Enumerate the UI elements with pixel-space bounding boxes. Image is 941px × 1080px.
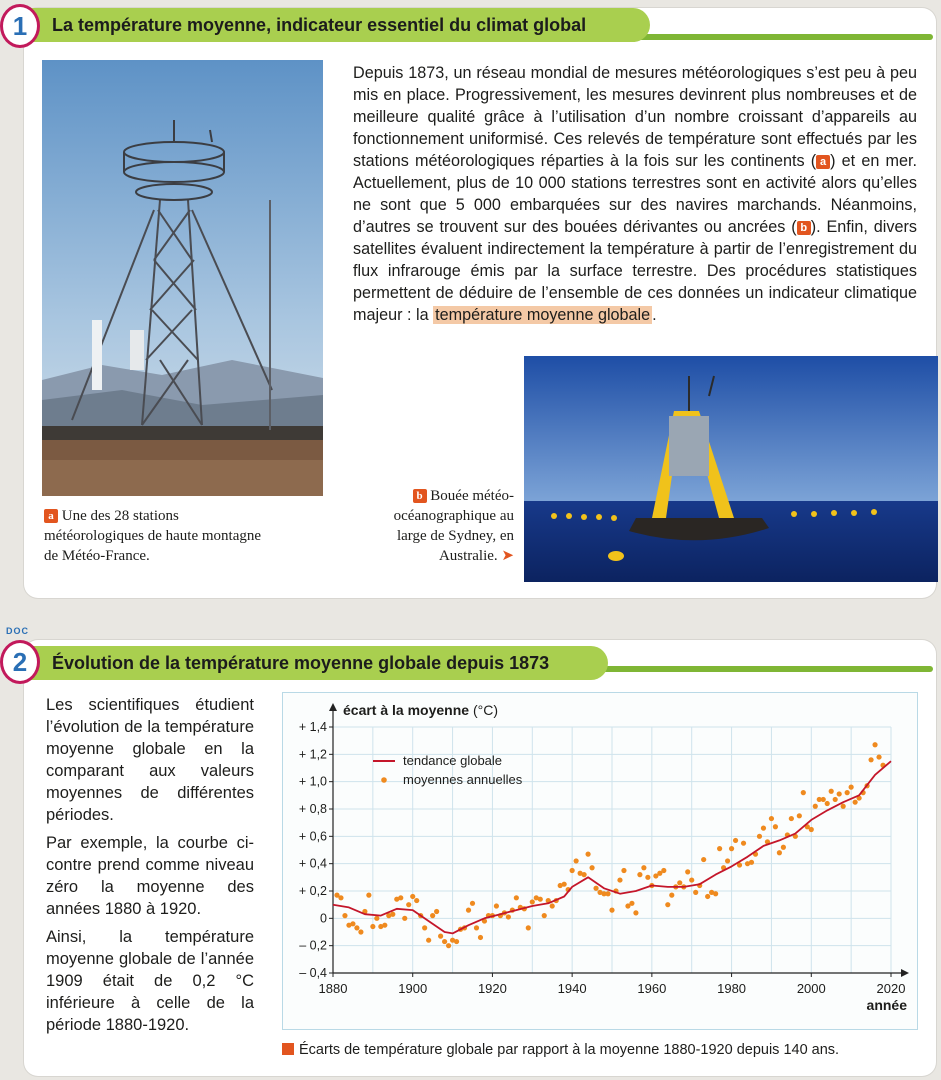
annual-mean-point — [494, 903, 499, 908]
x-tick-label: 1900 — [398, 981, 428, 996]
annual-mean-point — [609, 908, 614, 913]
annual-mean-point — [677, 880, 682, 885]
annual-mean-point — [789, 816, 794, 821]
annual-mean-point — [526, 925, 531, 930]
y-tick-label: + 1,4 — [298, 720, 327, 734]
annual-mean-point — [685, 869, 690, 874]
y-tick-label: + 0,4 — [298, 856, 327, 871]
figure-caption-text: Écarts de température globale par rapport à la moyenne 1880-1920 depuis 140 ans. — [299, 1042, 840, 1058]
annual-mean-point — [446, 943, 451, 948]
annual-mean-point — [769, 816, 774, 821]
doc1-number-badge — [0, 4, 40, 48]
x-tick-label: 2000 — [796, 981, 826, 996]
annual-mean-point — [474, 925, 479, 930]
y-tick-label: – 0,4 — [299, 966, 327, 980]
annual-mean-point — [506, 914, 511, 919]
annual-mean-point — [633, 910, 638, 915]
annual-mean-point — [562, 882, 567, 887]
annual-mean-point — [574, 858, 579, 863]
annual-mean-point — [538, 897, 543, 902]
annual-mean-point — [370, 924, 375, 929]
x-axis-label: année — [866, 997, 907, 1013]
annual-mean-point — [605, 891, 610, 896]
doc1-paragraph-part2: ) et en mer. Actuellement, plus de 10 000 stations terrestres sont en activité alors qu’elles ne sont que 5 000 embarquées sur des navires marchands. Néanmoins, d’autres se trouvent sur des bouées dérivantes ou ancrées ( — [353, 152, 917, 236]
annual-mean-point — [773, 824, 778, 829]
annual-mean-point — [797, 813, 802, 818]
caption-a — [44, 506, 274, 566]
buoy-photo — [524, 356, 938, 582]
legend-points-label: moyennes annuelles — [403, 772, 523, 787]
annual-mean-point — [833, 797, 838, 802]
annual-mean-point — [669, 893, 674, 898]
x-tick-label: 1920 — [477, 981, 507, 996]
annual-mean-point — [366, 893, 371, 898]
annual-mean-point — [868, 757, 873, 762]
annual-mean-point — [749, 860, 754, 865]
annual-mean-point — [665, 902, 670, 907]
doc2-paragraph-1: Les scientifiques étudient l’évolution de la température moyenne globale en la comparant aux valeurs moyennes de différentes périodes. — [46, 696, 254, 824]
y-tick-label: + 0,6 — [298, 829, 327, 844]
tag-a-inline: a — [816, 155, 830, 169]
annual-mean-point — [645, 875, 650, 880]
doc1-number: 1 — [12, 10, 28, 41]
annual-mean-point — [466, 908, 471, 913]
annual-mean-point — [374, 916, 379, 921]
x-tick-label: 1980 — [717, 981, 747, 996]
annual-mean-point — [821, 797, 826, 802]
weather-station-illustration — [42, 60, 323, 496]
doc2-number-badge — [0, 640, 40, 684]
caption-b-text: Bouée météo-océanographique au large de Sydney, en Australie. — [393, 488, 514, 564]
annual-mean-point — [733, 838, 738, 843]
doc1-title-tab — [30, 8, 650, 42]
annual-mean-point — [382, 923, 387, 928]
annual-mean-point — [713, 891, 718, 896]
temperature-chart — [283, 693, 917, 1029]
y-tick-label: + 1,0 — [298, 774, 327, 789]
annual-mean-point — [761, 826, 766, 831]
annual-mean-point — [470, 901, 475, 906]
tag-a: a — [44, 509, 58, 523]
annual-mean-point — [853, 800, 858, 805]
doc2-title-tab — [30, 646, 608, 680]
y-tick-label: + 0,2 — [298, 884, 327, 898]
annual-mean-point — [398, 895, 403, 900]
x-axis-arrow-icon — [901, 969, 909, 977]
annual-mean-point — [358, 929, 363, 934]
annual-mean-point — [825, 801, 830, 806]
annual-mean-point — [582, 872, 587, 877]
annual-mean-point — [514, 895, 519, 900]
annual-mean-point — [741, 841, 746, 846]
annual-mean-point — [637, 872, 642, 877]
annual-mean-point — [338, 895, 343, 900]
x-tick-label: 2020 — [876, 981, 906, 996]
legend-trend-label: tendance globale — [403, 753, 503, 768]
annual-mean-point — [342, 913, 347, 918]
y-tick-label: – 0,2 — [299, 938, 327, 953]
y-tick-label: + 1,2 — [298, 747, 327, 762]
annual-mean-point — [661, 868, 666, 873]
y-tick-label: 0 — [320, 911, 327, 926]
annual-mean-point — [872, 742, 877, 747]
annual-mean-point — [390, 912, 395, 917]
annual-mean-point — [705, 894, 710, 899]
annual-mean-point — [801, 790, 806, 795]
annual-mean-point — [829, 789, 834, 794]
arrow-right-icon: ➤ — [501, 548, 514, 564]
doc2-explanation — [46, 694, 254, 1042]
annual-mean-point — [454, 939, 459, 944]
annual-mean-point — [689, 877, 694, 882]
doc1-paragraph-part3: ). Enfin, divers satellites évaluent indirectement la température à partir de l’enregistrement du flux infrarouge émis par la surface terrestre. Des procédures statistiques permettent de déduire de l’ensemble de ces données un indicateur climatique majeur : la — [353, 218, 917, 324]
annual-mean-point — [629, 901, 634, 906]
annual-mean-point — [693, 890, 698, 895]
annual-mean-point — [550, 903, 555, 908]
doc2-paragraph-3: Ainsi, la température moyenne globale de l’année 1909 était de 0,2 °C inférieure à celle de la période 1880-1920. — [46, 928, 254, 1034]
doc2-paragraph-2: Par exemple, la courbe ci-contre prend comme niveau zéro la moyenne des années 1880 à 1920. — [46, 834, 254, 918]
annual-mean-point — [430, 913, 435, 918]
annual-mean-point — [589, 865, 594, 870]
annual-mean-point — [849, 785, 854, 790]
doc1-paragraph — [353, 62, 917, 326]
annual-mean-point — [402, 916, 407, 921]
annual-mean-point — [757, 834, 762, 839]
annual-mean-point — [426, 938, 431, 943]
annual-mean-point — [422, 925, 427, 930]
doc2-number: 2 — [12, 646, 28, 677]
y-axis-unit: (°C) — [472, 702, 498, 718]
annual-mean-point — [717, 846, 722, 851]
annual-mean-point — [350, 921, 355, 926]
y-axis-label: écart à la moyenne (°C) — [343, 702, 498, 718]
caption-square-icon — [282, 1043, 294, 1055]
caption-a-text: Une des 28 stations météorologiques de haute montagne de Météo-France. — [44, 508, 262, 564]
weather-station-photo — [42, 60, 323, 496]
buoy-illustration — [524, 356, 938, 582]
annual-mean-point — [438, 934, 443, 939]
annual-mean-point — [876, 754, 881, 759]
annual-mean-point — [478, 935, 483, 940]
doc2-title: Évolution de la température moyenne globale depuis 1873 — [52, 652, 550, 673]
annual-mean-point — [354, 925, 359, 930]
annual-mean-point — [781, 845, 786, 850]
tag-b-inline: b — [797, 221, 811, 235]
tag-b: b — [413, 489, 427, 503]
annual-mean-point — [837, 791, 842, 796]
annual-mean-point — [809, 827, 814, 832]
annual-mean-point — [641, 865, 646, 870]
annual-mean-point — [621, 868, 626, 873]
y-tick-label: + 0,8 — [298, 802, 327, 816]
x-tick-label: 1880 — [318, 981, 348, 996]
annual-mean-point — [442, 939, 447, 944]
annual-mean-point — [725, 858, 730, 863]
annual-mean-point — [414, 898, 419, 903]
annual-mean-point — [410, 894, 415, 899]
annual-mean-point — [701, 857, 706, 862]
annual-mean-point — [841, 804, 846, 809]
annual-mean-point — [729, 846, 734, 851]
annual-mean-point — [593, 886, 598, 891]
caption-b — [362, 486, 514, 566]
annual-mean-point — [585, 852, 590, 857]
doc1-paragraph-end: . — [652, 306, 657, 324]
annual-mean-point — [570, 868, 575, 873]
annual-mean-point — [542, 913, 547, 918]
annual-mean-point — [406, 902, 411, 907]
annual-mean-point — [845, 790, 850, 795]
chart-frame — [282, 692, 918, 1030]
figure-caption — [282, 1042, 839, 1058]
x-tick-label: 1960 — [637, 981, 667, 996]
annual-mean-point — [434, 909, 439, 914]
annual-mean-point — [813, 804, 818, 809]
annual-mean-point — [777, 850, 782, 855]
legend-points-swatch — [381, 777, 387, 783]
doc1-paragraph-part1: Depuis 1873, un réseau mondial de mesures météorologiques s’est peu à peu mis en place. Progressivement, les mesures devinrent plus nombreuses et de meilleure qualité grâce à l’utilisation d’un nombre croissant d’appareils au fonctionnement uniformisé. Ces relevés de température sont effectués par les stations météorologiques réparties à la fois sur les continents ( — [353, 64, 917, 170]
x-tick-label: 1940 — [557, 981, 587, 996]
y-axis-arrow-icon — [329, 703, 337, 711]
highlight-temperature-moyenne-globale: température moyenne globale — [435, 306, 651, 324]
annual-mean-point — [530, 899, 535, 904]
annual-mean-point — [617, 877, 622, 882]
doc-label: DOC — [6, 626, 29, 636]
doc1-title: La température moyenne, indicateur essentiel du climat global — [52, 14, 587, 35]
